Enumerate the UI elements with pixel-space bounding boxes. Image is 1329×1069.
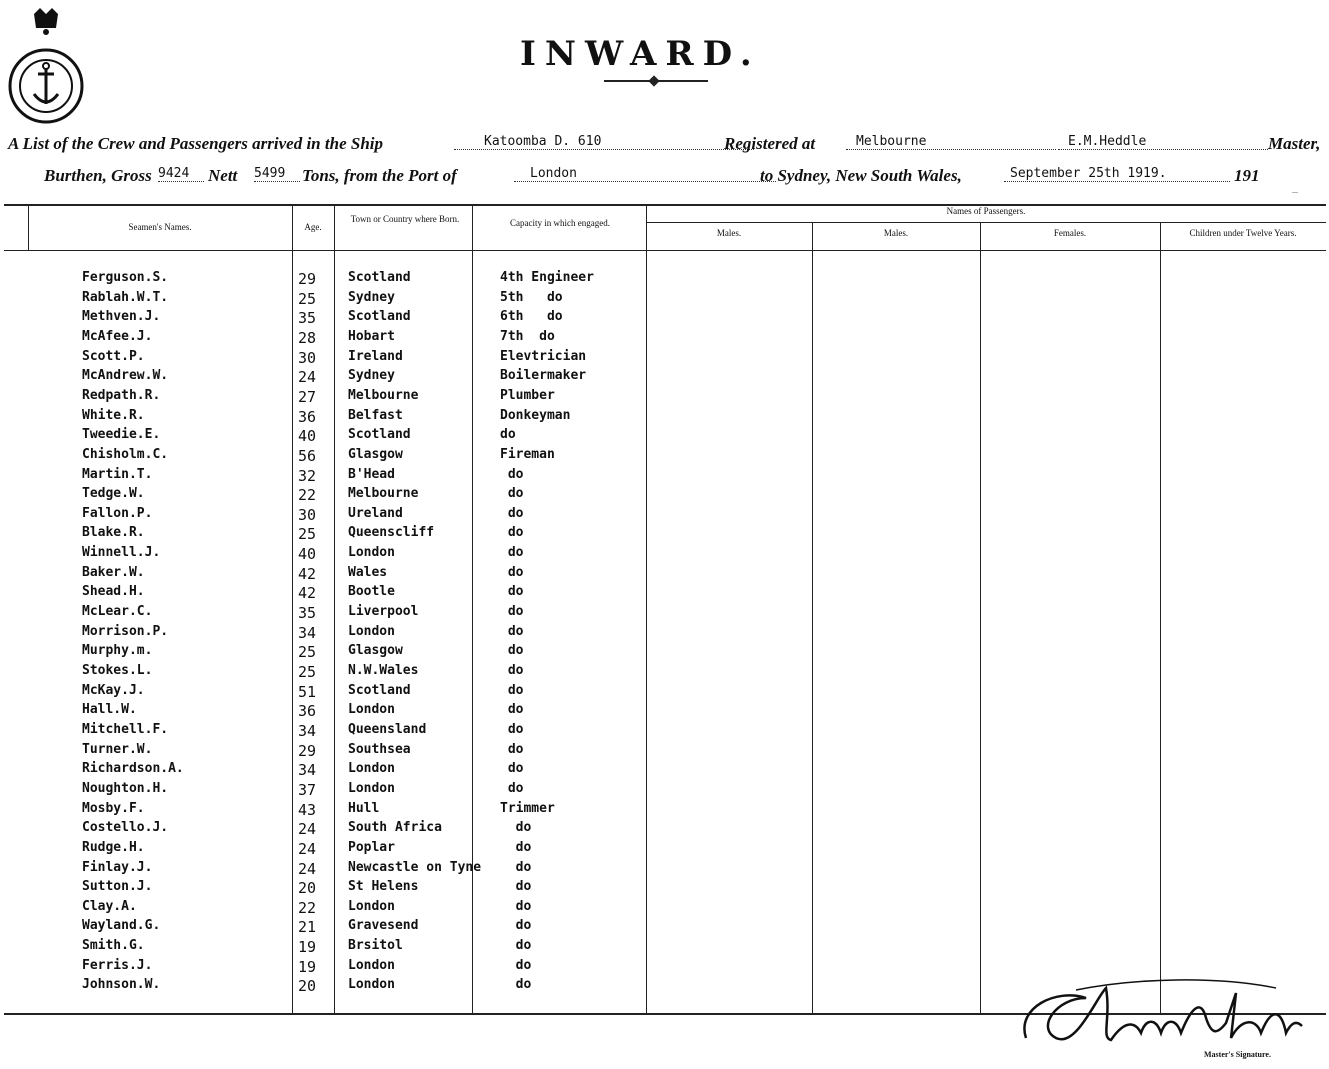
crew-age: 30: [298, 505, 317, 524]
crew-town: B'Head: [348, 466, 395, 482]
crew-capacity: do: [500, 977, 532, 993]
crew-capacity: Trimmer: [500, 800, 555, 816]
crew-town: Glasgow: [348, 446, 403, 462]
crew-town: Hull: [348, 800, 380, 816]
crew-name: Redpath.R.: [82, 387, 161, 403]
col-header-names: Seamen's Names.: [128, 222, 192, 232]
crew-town: London: [348, 702, 395, 718]
crew-age: 29: [298, 741, 317, 760]
crew-name: Mitchell.F.: [82, 721, 169, 737]
crew-capacity: Boilermaker: [500, 368, 587, 384]
col-header-town: Town or Country where Born.: [350, 214, 460, 224]
crew-name: Baker.W.: [82, 564, 145, 580]
crew-age: 21: [298, 918, 317, 937]
table-header-rule: [4, 250, 1326, 251]
col-header-children: Children under Twelve Years.: [1189, 228, 1297, 238]
crew-capacity: do: [500, 721, 524, 737]
crew-capacity: do: [500, 466, 524, 482]
burthen-label: Burthen, Gross: [44, 166, 152, 185]
crew-capacity: do: [500, 761, 524, 777]
crew-name: Johnson.W.: [82, 977, 161, 993]
crew-age: 42: [298, 564, 317, 583]
crew-name: Mosby.F.: [82, 800, 145, 816]
crew-town: Sydney: [348, 368, 395, 384]
crew-name: Shead.H.: [82, 584, 145, 600]
crew-name: Fallon.P.: [82, 505, 153, 521]
crew-name: Murphy.m.: [82, 643, 153, 659]
crew-capacity: do: [500, 938, 532, 954]
crew-town: Bootle: [348, 584, 395, 600]
crew-age: 24: [298, 820, 317, 839]
crew-age: 30: [298, 348, 317, 367]
title-divider: [604, 80, 708, 82]
crew-town: Queensland: [348, 721, 427, 737]
crew-name: Blake.R.: [82, 525, 145, 541]
crew-age: 24: [298, 368, 317, 387]
crew-age: 24: [298, 859, 317, 878]
crew-capacity: Elevtrician: [500, 348, 587, 364]
crew-age: 22: [298, 898, 317, 917]
crew-age: 19: [298, 938, 317, 957]
crew-capacity: 5th do: [500, 289, 563, 305]
crew-age: 25: [298, 525, 317, 544]
crew-age: 25: [298, 289, 317, 308]
crew-town: Glasgow: [348, 643, 403, 659]
to-label: to Sydney, New South Wales,: [760, 166, 962, 185]
crew-capacity: do: [500, 525, 524, 541]
from-port-field: London: [514, 166, 776, 182]
crew-capacity: 4th Engineer: [500, 270, 594, 285]
master-signature-icon: [1016, 978, 1306, 1054]
crew-name: Noughton.H.: [82, 780, 169, 796]
crew-town: London: [348, 780, 395, 796]
crew-town: Wales: [348, 564, 388, 580]
crew-capacity: do: [500, 682, 524, 698]
signature-label: Master's Signature.: [1204, 1050, 1271, 1059]
crew-town: Scotland: [348, 427, 411, 443]
crew-name: Hall.W.: [82, 702, 137, 718]
crew-name: Morrison.P.: [82, 623, 169, 639]
crew-town: Hobart: [348, 328, 395, 344]
crew-age: 56: [298, 446, 317, 465]
crew-age: 51: [298, 682, 317, 701]
nett-field: 5499: [254, 166, 300, 182]
crew-capacity: do: [500, 427, 516, 443]
crew-capacity: do: [500, 898, 532, 914]
col-header-females: Females.: [1053, 228, 1087, 238]
col-divider-2: [334, 206, 335, 1013]
crew-capacity: do: [500, 780, 524, 796]
crew-name: McKay.J.: [82, 682, 145, 698]
crew-town: Scotland: [348, 682, 411, 698]
crew-town: Melbourne: [348, 387, 419, 403]
crew-town: Poplar: [348, 839, 395, 855]
crew-capacity: Donkeyman: [500, 407, 571, 423]
royal-seal-icon: [6, 6, 86, 126]
registered-port-field: Melbourne: [846, 134, 1056, 150]
crew-town: Southsea: [348, 741, 411, 757]
crew-capacity: do: [500, 663, 524, 678]
crew-name: McLear.C.: [82, 604, 153, 620]
col-divider-4: [646, 206, 647, 1013]
crew-name: Clay.A.: [82, 898, 137, 914]
ship-name-field: Katoomba D. 610: [454, 134, 754, 150]
crew-town: London: [348, 977, 395, 993]
crew-name: Ferguson.S.: [82, 270, 169, 285]
crew-town: Melbourne: [348, 486, 419, 502]
crew-capacity: do: [500, 839, 532, 855]
crew-age: 42: [298, 584, 317, 603]
crew-name: Stokes.L.: [82, 663, 153, 678]
crew-name: Rablah.W.T.: [82, 289, 169, 305]
crew-age: 35: [298, 604, 317, 623]
crew-name: Sutton.J.: [82, 879, 153, 895]
date-field: September 25th 1919.: [1004, 166, 1230, 182]
crew-name: Scott.P.: [82, 348, 145, 364]
crew-name: McAfee.J.: [82, 328, 153, 344]
crew-capacity: do: [500, 820, 532, 836]
crew-age: 40: [298, 427, 317, 446]
crew-capacity: do: [500, 957, 532, 973]
year-prefix: 191: [1234, 166, 1260, 185]
nett-label: Nett: [208, 166, 238, 185]
crew-age: 20: [298, 879, 317, 898]
col-divider-5: [812, 222, 813, 1013]
crew-town: South Africa: [348, 820, 442, 836]
crew-capacity: Fireman: [500, 446, 555, 462]
crew-capacity: do: [500, 859, 532, 875]
list-label: A List of the Crew and Passengers arrived in the Ship: [8, 134, 383, 153]
crew-town: Scotland: [348, 270, 411, 285]
crew-town: Ureland: [348, 505, 403, 521]
document-title: INWARD.: [520, 34, 761, 74]
col-header-males-2: Males.: [883, 228, 909, 238]
crew-name: Smith.G.: [82, 938, 145, 954]
crew-name: Methven.J.: [82, 309, 161, 325]
crew-age: 36: [298, 702, 317, 721]
crew-age: 25: [298, 643, 317, 662]
crew-capacity: 7th do: [500, 328, 555, 344]
crew-age: 43: [298, 800, 317, 819]
crew-age: 35: [298, 309, 317, 328]
crew-age: 20: [298, 977, 317, 996]
crew-name: Wayland.G.: [82, 918, 161, 934]
registered-label: Registered at: [724, 134, 816, 153]
crew-age: 22: [298, 486, 317, 505]
gross-field: 9424: [158, 166, 204, 182]
crew-name: McAndrew.W.: [82, 368, 169, 384]
crew-age: 34: [298, 761, 317, 780]
col-divider-1: [292, 206, 293, 1013]
crew-name: Winnell.J.: [82, 545, 161, 561]
crew-town: Newcastle on Tyne: [348, 859, 482, 875]
crew-name: Martin.T.: [82, 466, 153, 482]
crew-age: 28: [298, 328, 317, 347]
crew-capacity: do: [500, 741, 524, 757]
crew-capacity: do: [500, 643, 524, 659]
crew-age: 36: [298, 407, 317, 426]
crew-age: 24: [298, 839, 317, 858]
crew-town: Brsitol: [348, 938, 403, 954]
crew-age: 37: [298, 780, 317, 799]
crew-age: 27: [298, 387, 317, 406]
crew-town: Liverpool: [348, 604, 419, 620]
crew-town: London: [348, 623, 395, 639]
crew-capacity: do: [500, 486, 524, 502]
crew-capacity: 6th do: [500, 309, 563, 325]
crew-age: 34: [298, 623, 317, 642]
crew-name: Turner.W.: [82, 741, 153, 757]
master-name-field: E.M.Heddle: [1058, 134, 1268, 150]
crew-town: London: [348, 761, 395, 777]
crew-town: Gravesend: [348, 918, 419, 934]
crew-name: Tweedie.E.: [82, 427, 161, 443]
passenger-subheader-rule: [646, 222, 1326, 223]
crew-town: Queenscliff: [348, 525, 435, 541]
col-divider-7: [1160, 222, 1161, 1013]
crew-age: 25: [298, 663, 317, 681]
tons-label: Tons, from the Port of: [302, 166, 457, 185]
crew-capacity: do: [500, 879, 532, 895]
crew-town: Scotland: [348, 309, 411, 325]
crew-capacity: do: [500, 702, 524, 718]
crew-age: 29: [298, 270, 317, 288]
crew-town: London: [348, 545, 395, 561]
col-header-passengers: Names of Passengers.: [946, 206, 1026, 216]
crew-age: 32: [298, 466, 317, 485]
crew-capacity: do: [500, 623, 524, 639]
crew-town: London: [348, 957, 395, 973]
crew-town: St Helens: [348, 879, 419, 895]
col-divider-6: [980, 222, 981, 1013]
crew-capacity: do: [500, 604, 524, 620]
crew-capacity: Plumber: [500, 387, 555, 403]
crew-name: Richardson.A.: [82, 761, 184, 777]
crew-capacity: do: [500, 545, 524, 561]
crew-capacity: do: [500, 918, 532, 934]
crew-name: Chisholm.C.: [82, 446, 169, 462]
crew-age: 19: [298, 957, 317, 976]
crew-town: N.W.Wales: [348, 663, 419, 678]
crew-town: London: [348, 898, 395, 914]
crew-town: Sydney: [348, 289, 395, 305]
crew-capacity: do: [500, 505, 524, 521]
crew-name: Rudge.H.: [82, 839, 145, 855]
form-ref-mark: —: [1292, 190, 1298, 196]
master-label: Master,: [1268, 134, 1321, 153]
col-header-age: Age.: [304, 222, 322, 232]
crew-town: Belfast: [348, 407, 403, 423]
crew-name: Ferris.J.: [82, 957, 153, 973]
col-header-capacity: Capacity in which engaged.: [510, 218, 610, 228]
col-header-males-1: Males.: [716, 228, 742, 238]
crew-capacity: do: [500, 564, 524, 580]
crew-name: Finlay.J.: [82, 859, 153, 875]
crew-name: Costello.J.: [82, 820, 169, 836]
crew-town: Ireland: [348, 348, 403, 364]
crew-name: Tedge.W.: [82, 486, 145, 502]
col-divider-3: [472, 206, 473, 1013]
crew-name: White.R.: [82, 407, 145, 423]
crew-age: 34: [298, 721, 317, 740]
crew-age: 40: [298, 545, 317, 564]
crew-capacity: do: [500, 584, 524, 600]
